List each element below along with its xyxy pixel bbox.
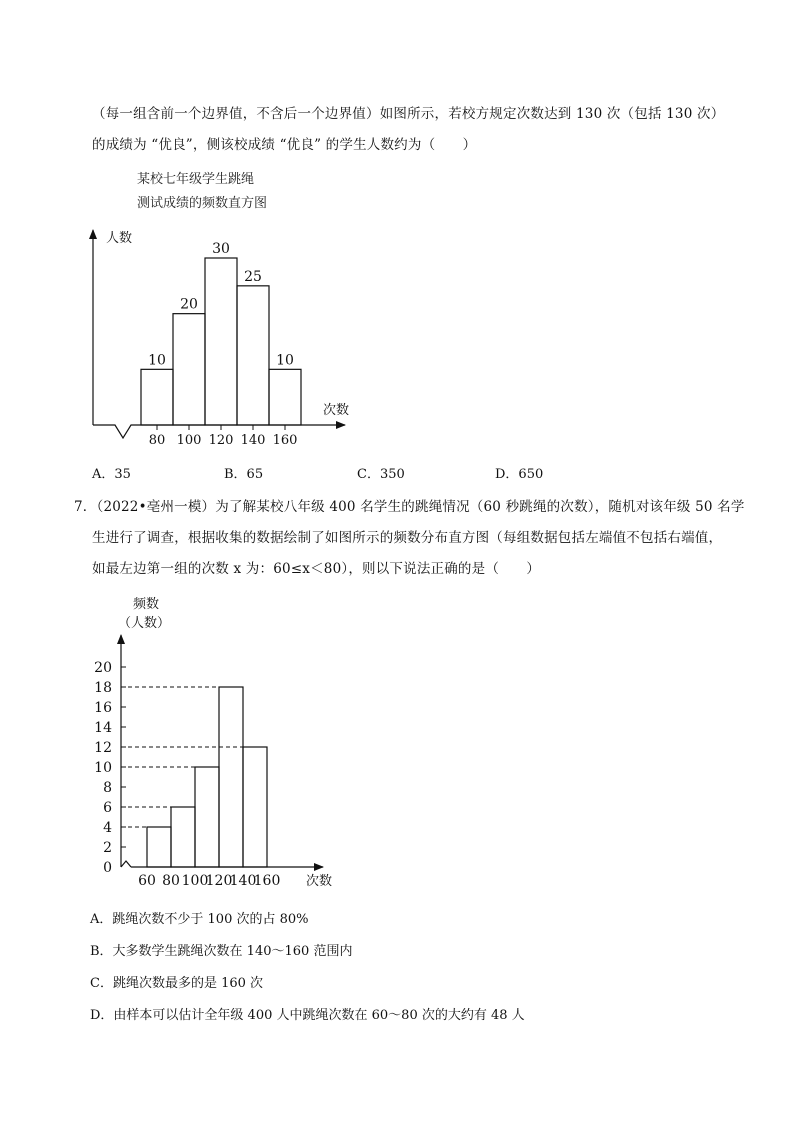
chart1-bar-label: 10 — [148, 352, 166, 369]
chart2-x-tick-label: 140 — [229, 873, 257, 889]
q6-option-d[interactable]: D．650 — [495, 467, 544, 482]
q6-option-c[interactable]: C．350 — [357, 467, 405, 482]
chart1-bar-label: 30 — [212, 241, 230, 257]
chart2-y-label-line2: （人数） — [118, 616, 171, 631]
chart1-bar-label: 25 — [244, 268, 262, 285]
q6-text-line1: （每一组含前一个边界值，不含后一个边界值）如图所示，若校方规定次数达到 130 次（包括 130 次） — [92, 106, 725, 122]
chart1-caption-line2: 测试成绩的频数直方图 — [137, 196, 268, 211]
chart1-x-tick-label: 160 — [272, 433, 298, 448]
chart1-x-tick-label: 100 — [176, 433, 202, 448]
q7-option-c[interactable]: C．跳绳次数最多的是 160 次 — [90, 976, 264, 991]
chart2-y-label-line1: 频数 — [133, 597, 160, 612]
q7-text-line3: 如最左边第一组的次数 x 为：60≤x＜80），则以下说法正确的是（ ） — [92, 561, 541, 577]
chart1-caption-line1: 某校七年级学生跳绳 — [137, 172, 255, 187]
chart2-y-tick-label: 14 — [94, 720, 112, 736]
chart2-x-tick-label: 120 — [205, 873, 233, 889]
q7-option-a[interactable]: A．跳绳次数不少于 100 次的占 80% — [90, 912, 309, 927]
q6-option-b[interactable]: B．65 — [224, 467, 264, 482]
chart1-x-label: 次数 — [323, 403, 350, 418]
chart1-bar — [173, 314, 205, 425]
chart1-x-axis — [93, 425, 140, 438]
q7-text-line1: 7．（2022•亳州一模）为了解某校八年级 400 名学生的跳绳情况（60 秒跳绳的次数），随机对该年级 50 名学 — [74, 499, 745, 515]
chart1-bar-label: 10 — [276, 352, 294, 369]
chart1-bar — [237, 286, 269, 425]
chart2-y-tick-label: 2 — [103, 840, 112, 856]
chart2-y-tick-label: 12 — [94, 740, 112, 756]
chart2-y-tick-label: 16 — [94, 700, 112, 716]
chart2-x-tick-label: 60 — [138, 873, 156, 889]
q6-text-line2: 的成绩为 “优良”，侧该校成绩 “优良” 的学生人数约为（ ） — [92, 137, 477, 153]
chart2-y-tick-label: 10 — [94, 760, 112, 776]
chart1-x-tick-label: 140 — [240, 433, 266, 448]
q7-text-line2: 生进行了调查，根据收集的数据绘制了如图所示的频数分布直方图（每组数据包括左端值不包括右端值， — [92, 530, 723, 546]
chart1-bar — [269, 369, 301, 425]
chart2-y-tick-label: 8 — [103, 780, 112, 796]
chart2-y-tick-label: 18 — [94, 680, 112, 696]
chart1-bar-label: 20 — [180, 296, 198, 313]
chart2-y-tick-label: 4 — [103, 820, 112, 836]
chart2-y-tick-label: 6 — [103, 800, 112, 816]
chart2-y-tick-label: 20 — [94, 660, 112, 676]
chart2-x-tick-label: 100 — [181, 873, 209, 889]
chart1-bar — [205, 258, 237, 425]
chart2-x-tick-label: 80 — [162, 873, 180, 889]
chart2-x-tick-label: 160 — [253, 873, 281, 889]
q6-option-a[interactable]: A．35 — [92, 467, 131, 482]
q7-option-b[interactable]: B．大多数学生跳绳次数在 140～160 范围内 — [90, 944, 353, 959]
chart1-bar — [141, 369, 173, 425]
chart1-x-tick-label: 80 — [148, 433, 166, 448]
chart2-y-tick-label: 0 — [103, 860, 112, 876]
q7-option-d[interactable]: D．由样本可以估计全年级 400 人中跳绳次数在 60～80 次的大约有 48 人 — [90, 1008, 525, 1023]
chart1-y-label: 人数 — [106, 231, 133, 246]
chart1-x-tick-label: 120 — [208, 433, 234, 448]
chart2-x-label: 次数 — [306, 874, 333, 889]
